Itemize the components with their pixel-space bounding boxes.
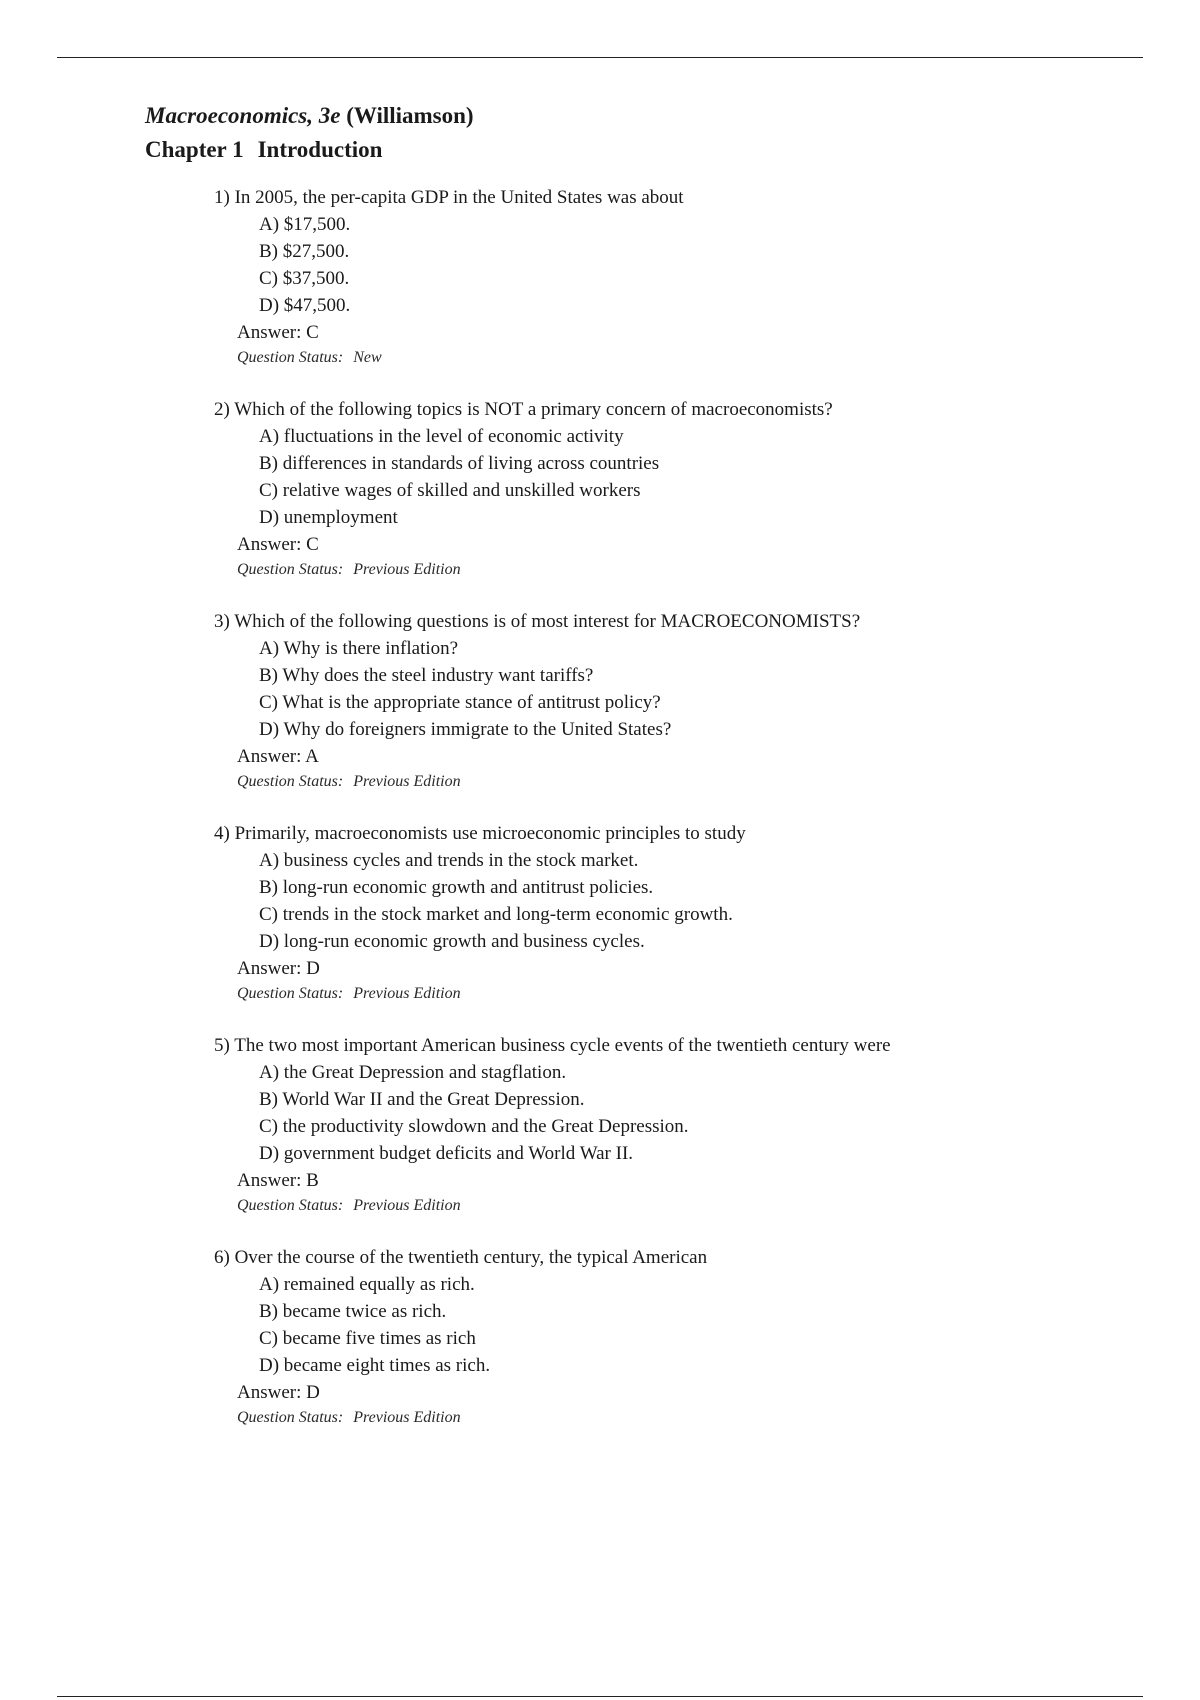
chapter-label: Chapter 1 bbox=[145, 137, 244, 162]
status-value: Previous Edition bbox=[353, 985, 461, 1002]
question-stem: 1) In 2005, the per-capita GDP in the United States was about bbox=[214, 187, 684, 208]
question-status bbox=[237, 558, 1114, 582]
status-label: Question Status: bbox=[237, 561, 344, 578]
choice-d: D) became eight times as rich. bbox=[259, 1355, 491, 1376]
status-label: Question Status: bbox=[237, 985, 344, 1002]
question-4 bbox=[214, 820, 1114, 1032]
answer-line: Answer: B bbox=[237, 1170, 319, 1191]
answer-line: Answer: C bbox=[237, 534, 319, 555]
choice-c: C) $37,500. bbox=[259, 268, 350, 289]
top-rule bbox=[57, 57, 1143, 58]
status-value: Previous Edition bbox=[353, 773, 461, 790]
choice-b: B) World War II and the Great Depression. bbox=[259, 1089, 585, 1110]
question-stem: 6) Over the course of the twentieth century, the typical American bbox=[214, 1247, 708, 1268]
question-status bbox=[237, 1194, 1114, 1218]
question-1 bbox=[214, 184, 1114, 396]
choice-d: D) long-run economic growth and business cycles. bbox=[259, 931, 645, 952]
choice-c: C) became five times as rich bbox=[259, 1328, 476, 1349]
question-status bbox=[237, 770, 1114, 794]
answer-line: Answer: A bbox=[237, 746, 319, 767]
choice-a: A) fluctuations in the level of economic activity bbox=[259, 426, 624, 447]
choice-a: A) $17,500. bbox=[259, 214, 351, 235]
choice-b: B) differences in standards of living across countries bbox=[259, 453, 660, 474]
question-list bbox=[214, 184, 1114, 1456]
question-stem: 3) Which of the following questions is of most interest for MACROECONOMISTS? bbox=[214, 611, 861, 632]
choice-b: B) Why does the steel industry want tariffs? bbox=[259, 665, 594, 686]
question-stem: 5) The two most important American business cycle events of the twentieth century were bbox=[214, 1035, 891, 1056]
choice-list bbox=[259, 635, 1114, 743]
status-label: Question Status: bbox=[237, 1409, 344, 1426]
question-2 bbox=[214, 396, 1114, 608]
question-6 bbox=[214, 1244, 1114, 1456]
bottom-rule bbox=[57, 1696, 1143, 1697]
choice-d: D) $47,500. bbox=[259, 295, 351, 316]
book-author: (Williamson) bbox=[346, 103, 474, 128]
choice-d: D) unemployment bbox=[259, 507, 398, 528]
question-status bbox=[237, 982, 1114, 1006]
choice-d: D) government budget deficits and World War II. bbox=[259, 1143, 634, 1164]
choice-list bbox=[259, 1271, 1114, 1379]
choice-a: A) Why is there inflation? bbox=[259, 638, 459, 659]
choice-c: C) trends in the stock market and long-term economic growth. bbox=[259, 904, 733, 925]
answer-line: Answer: D bbox=[237, 1382, 320, 1403]
chapter-heading bbox=[145, 134, 382, 166]
choice-list bbox=[259, 847, 1114, 955]
status-value: Previous Edition bbox=[353, 1409, 461, 1426]
choice-b: B) became twice as rich. bbox=[259, 1301, 447, 1322]
choice-list bbox=[259, 211, 1114, 319]
question-stem: 4) Primarily, macroeconomists use microeconomic principles to study bbox=[214, 823, 746, 844]
answer-line: Answer: D bbox=[237, 958, 320, 979]
question-status bbox=[237, 1406, 1114, 1430]
status-label: Question Status: bbox=[237, 773, 344, 790]
status-value: Previous Edition bbox=[353, 561, 461, 578]
question-5 bbox=[214, 1032, 1114, 1244]
choice-a: A) business cycles and trends in the stock market. bbox=[259, 850, 639, 871]
chapter-title: Introduction bbox=[257, 137, 383, 162]
choice-c: C) What is the appropriate stance of antitrust policy? bbox=[259, 692, 661, 713]
choice-c: C) relative wages of skilled and unskilled workers bbox=[259, 480, 641, 501]
choice-a: A) the Great Depression and stagflation. bbox=[259, 1062, 567, 1083]
choice-a: A) remained equally as rich. bbox=[259, 1274, 475, 1295]
status-label: Question Status: bbox=[237, 349, 344, 366]
status-value: Previous Edition bbox=[353, 1197, 461, 1214]
question-status bbox=[237, 346, 1114, 370]
choice-list bbox=[259, 423, 1114, 531]
answer-line: Answer: C bbox=[237, 322, 319, 343]
book-title: Macroeconomics, 3e bbox=[145, 103, 341, 128]
choice-d: D) Why do foreigners immigrate to the United States? bbox=[259, 719, 672, 740]
status-value: New bbox=[353, 349, 382, 366]
document-title bbox=[145, 100, 474, 132]
choice-list bbox=[259, 1059, 1114, 1167]
choice-b: B) $27,500. bbox=[259, 241, 350, 262]
question-3 bbox=[214, 608, 1114, 820]
choice-b: B) long-run economic growth and antitrust policies. bbox=[259, 877, 654, 898]
choice-c: C) the productivity slowdown and the Great Depression. bbox=[259, 1116, 689, 1137]
status-label: Question Status: bbox=[237, 1197, 344, 1214]
question-stem: 2) Which of the following topics is NOT a primary concern of macroeconomists? bbox=[214, 399, 833, 420]
